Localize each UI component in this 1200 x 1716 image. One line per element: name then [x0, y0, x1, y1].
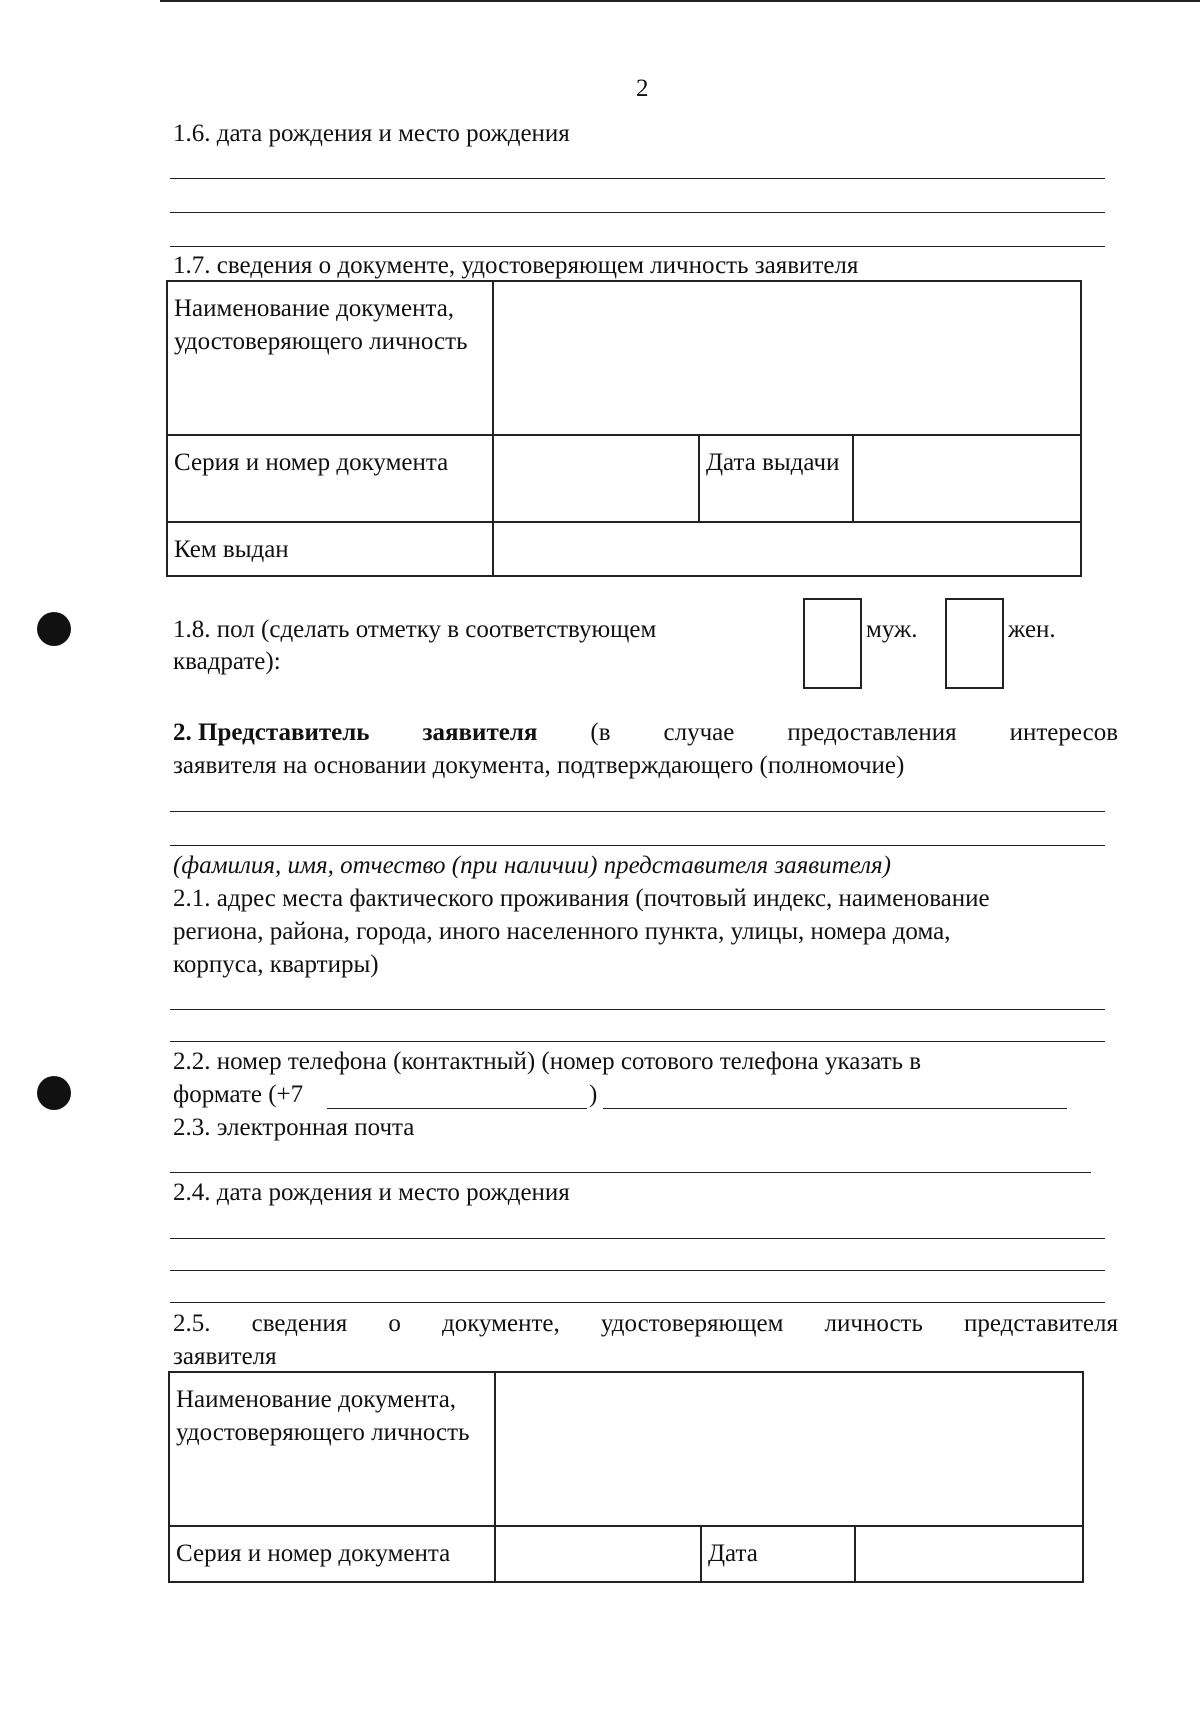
- s25-word-4: документе,: [441, 1310, 560, 1337]
- heading-word-3: предоставления: [787, 719, 957, 746]
- heading-word-4: интересов: [1009, 719, 1118, 746]
- top-edge-line: [160, 0, 1200, 2]
- doc-name-label: Наименование документа, удостоверяющего личность: [167, 281, 493, 435]
- phone-close-paren: ): [589, 1081, 598, 1108]
- rep-birth-line-2[interactable]: [170, 1270, 1105, 1271]
- s25-word-2: сведения: [251, 1310, 348, 1337]
- heading-bold-2: заявителя: [422, 719, 538, 746]
- rep-series-number-field[interactable]: [495, 1526, 701, 1582]
- email-line[interactable]: [170, 1172, 1091, 1173]
- applicant-id-document-table: [166, 280, 1082, 577]
- representative-name-caption: (фамилия, имя, отчество (при наличии) представителя заявителя): [173, 852, 892, 879]
- heading-bold-1: 2. Представитель: [173, 719, 370, 746]
- s25-word-1: 2.5.: [173, 1310, 211, 1337]
- section-2-1-line1: 2.1. адрес места фактического проживания (почтовый индекс, наименование: [173, 885, 990, 912]
- section-1-8-label-line1: 1.8. пол (сделать отметку в соответствующем: [173, 616, 657, 643]
- rep-doc-name-field[interactable]: [495, 1372, 1083, 1526]
- section-2-1-line3: корпуса, квартиры): [173, 951, 379, 978]
- series-number-field[interactable]: [493, 435, 699, 522]
- issue-date-label: Дата выдачи: [699, 435, 853, 522]
- phone-code-line[interactable]: [327, 1108, 587, 1109]
- section-2-4-label: 2.4. дата рождения и место рождения: [173, 1179, 570, 1206]
- phone-format-prefix: формате (+7: [173, 1081, 304, 1108]
- section-2-5-line1: [173, 1307, 1118, 1340]
- section-2-1-line2: региона, района, города, иного населенного пункта, улицы, номера дома,: [173, 918, 951, 945]
- gender-male-label: муж.: [866, 616, 918, 643]
- address-line-2[interactable]: [170, 1041, 1105, 1042]
- birth-info-line-1[interactable]: [170, 178, 1105, 179]
- page-number: 2: [636, 75, 649, 102]
- rep-issue-date-field[interactable]: [855, 1526, 1083, 1582]
- birth-info-line-2[interactable]: [170, 212, 1105, 213]
- representative-name-line-1[interactable]: [170, 811, 1105, 812]
- section-2-line2: заявителя на основании документа, подтверждающего (полномочие): [173, 752, 905, 779]
- issue-date-field[interactable]: [853, 435, 1081, 522]
- rep-birth-line-1[interactable]: [170, 1238, 1105, 1239]
- gender-female-checkbox[interactable]: [945, 598, 1004, 689]
- representative-name-line-2[interactable]: [170, 845, 1105, 846]
- s25-word-7: представителя: [964, 1310, 1118, 1337]
- gender-female-label: жен.: [1008, 616, 1056, 643]
- rep-series-number-label: Серия и номер документа: [169, 1526, 495, 1582]
- s25-word-6: личность: [824, 1310, 923, 1337]
- heading-word-2: случае: [663, 719, 735, 746]
- section-1-7-label: 1.7. сведения о документе, удостоверяющем личность заявителя: [173, 252, 859, 279]
- section-2-heading: [173, 716, 1118, 749]
- gender-male-checkbox[interactable]: [803, 598, 862, 689]
- s25-word-5: удостоверяющем: [600, 1310, 784, 1337]
- birth-info-line-3[interactable]: [170, 246, 1105, 247]
- address-line-1[interactable]: [170, 1009, 1105, 1010]
- punch-hole-marker: [37, 612, 71, 646]
- punch-hole-marker-2: [37, 1076, 71, 1110]
- series-number-label: Серия и номер документа: [167, 435, 493, 522]
- rep-birth-line-3[interactable]: [170, 1302, 1105, 1303]
- issued-by-field[interactable]: [493, 522, 1081, 576]
- representative-id-document-table: [168, 1371, 1084, 1583]
- section-1-6-label: 1.6. дата рождения и место рождения: [173, 120, 570, 147]
- rep-doc-name-label: Наименование документа, удостоверяющего личность: [169, 1372, 495, 1526]
- section-1-8-label-line2: квадрате):: [173, 648, 281, 675]
- section-2-3-label: 2.3. электронная почта: [173, 1114, 415, 1141]
- phone-number-line[interactable]: [603, 1108, 1067, 1109]
- doc-name-field[interactable]: [493, 281, 1081, 435]
- section-2-5-line2: заявителя: [173, 1343, 277, 1370]
- issued-by-label: Кем выдан: [167, 522, 493, 576]
- heading-word-1: (в: [590, 719, 611, 746]
- rep-issue-date-label: Дата: [701, 1526, 855, 1582]
- section-2-2-line1: 2.2. номер телефона (контактный) (номер сотового телефона указать в: [173, 1048, 922, 1075]
- s25-word-3: о: [388, 1310, 401, 1337]
